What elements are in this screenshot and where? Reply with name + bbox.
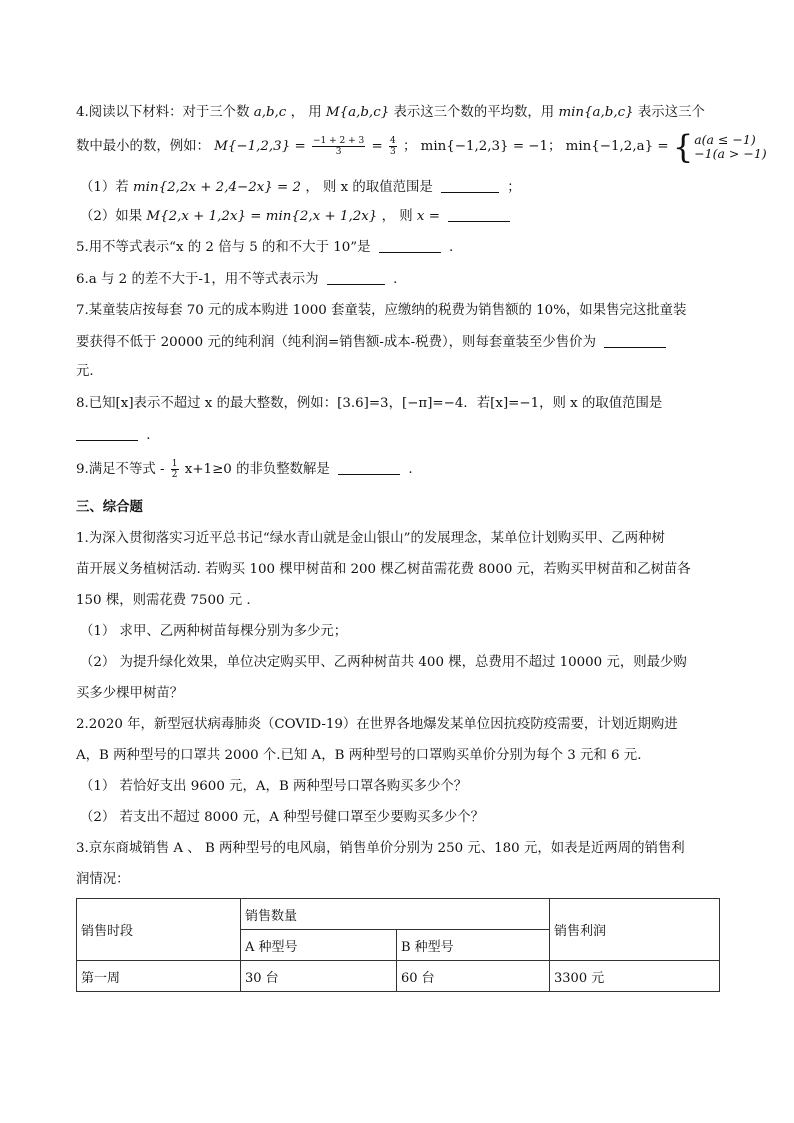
left-brace-icon: { (672, 127, 694, 166)
q4-m-example: M{−1,2,3} = (214, 139, 306, 154)
c1-sub1: （1） 求甲、乙两种树苗每棵分别为多少元； (80, 624, 348, 639)
q4-fraction-1 (312, 136, 365, 157)
header-profit: 销售利润 (550, 899, 720, 961)
q8-line1: 8.已知[x]表示不超过 x 的最大整数，例如：[3.6]=3，[−π]=−4．若[x]=−1，则 x 的取值范围是 (76, 396, 663, 411)
c1-line2: 苗开展义务植树活动. 若购买 100 棵甲树苗和 200 棵乙树苗需花费 8000 元，若购买甲树苗和乙树苗各 (76, 562, 691, 577)
q9-suffix: x+1≥0 的非负整数解是 (184, 462, 330, 477)
q4-case-2: −1(a > −1) (694, 145, 767, 161)
fraction-numerator: −1 + 2 + 3 (312, 136, 365, 146)
q7-line2 (76, 333, 670, 352)
c2-line1: 2.2020 年，新型冠状病毒肺炎（COVID-19）在世界各地爆发某单位因抗疫防疫需要，计划近期购进 (76, 717, 678, 732)
q4-line2-text: 数中最小的数，例如： (76, 139, 210, 154)
q4-piecewise (672, 127, 767, 166)
fraction-denominator: 2 (171, 470, 178, 480)
header-quantity: 销售数量 (241, 899, 550, 930)
q9-end: . (408, 462, 413, 477)
q8-end: . (146, 428, 151, 443)
answer-blank[interactable] (338, 460, 400, 475)
q5 (76, 238, 453, 257)
q9-fraction (171, 459, 179, 480)
q4-text3: 表示这三个数的平均数，用 (393, 105, 555, 120)
c1-sub2-line2: 买多少棵甲树苗？ (76, 686, 184, 701)
answer-blank[interactable] (379, 238, 441, 253)
table-header-row (77, 899, 720, 930)
q7-line1: 7.某童装店按每套 70 元的成本购进 1000 套童装，应缴纳的税费为销售额的 10%，如果售完这批童装 (76, 303, 687, 318)
q4-sub2-mid: ， 则 (381, 209, 413, 224)
q4-sub1 (80, 178, 521, 197)
c2-line2: A，B 两种型号的口罩共 2000 个.已知 A，B 两种型号的口罩购买单价分别为每个 3 元和 6 元. (76, 748, 642, 763)
q4-text2: ， 用 (290, 105, 322, 120)
q9-prefix: 9.满足不等式 - (76, 462, 165, 477)
q4-min-example: ； min{−1,2,3} = −1； min{−1,2,a} = (402, 139, 669, 154)
answer-blank[interactable] (327, 270, 385, 285)
q4-eq: = (371, 139, 383, 154)
answer-blank[interactable] (448, 207, 510, 222)
q4-sub1-expr: min{2,2x + 2,4−2x} = 2 (132, 180, 302, 195)
q4-sub2 (80, 207, 514, 226)
q6-end: . (393, 272, 398, 287)
section-heading: 三、综合题 (76, 500, 143, 515)
q4-sub1-suffix: ， 则 x 的取值范围是 (305, 180, 433, 195)
q9 (76, 458, 413, 482)
q4-fraction-2 (389, 136, 397, 157)
q4-sub2-expr: M{2,x + 1,2x} = min{2,x + 1,2x} (146, 209, 378, 224)
c2-sub1: （1） 若恰好支出 9600 元，A，B 两种型号口罩各购买多少个？ (80, 779, 468, 794)
c1-line1: 1.为深入贯彻落实习近平总书记“绿水青山就是金山银山”的发展理念，某单位计划购买甲、乙两种树 (76, 531, 665, 546)
fraction-denominator: 3 (389, 147, 396, 157)
q4-minfunc: min{a,b,c} (558, 105, 634, 120)
q4-text4: 表示这三个 (637, 105, 705, 120)
answer-blank[interactable] (441, 178, 499, 193)
q4-mfunc: M{a,b,c} (325, 105, 390, 120)
fraction-denominator: 3 (335, 147, 342, 157)
header-type-b: B 种型号 (397, 930, 550, 961)
header-period: 销售时段 (77, 899, 241, 961)
q4-case-1: a(a ≤ −1) (694, 131, 756, 147)
cell-profit: 3300 元 (550, 961, 720, 992)
cell-type-b: 60 台 (397, 961, 550, 992)
q6-text: 6.a 与 2 的差不大于-1，用不等式表示为 (76, 272, 319, 287)
q8-line2 (76, 426, 151, 445)
cell-period: 第一周 (77, 961, 241, 992)
q4-line2 (76, 127, 767, 166)
fraction-numerator: 4 (389, 136, 396, 146)
q4-sub2-prefix: （2）如果 (80, 209, 143, 224)
c2-sub2: （2） 若支出不超过 8000 元，A 种型号健口罩至少要购买多少个？ (80, 810, 485, 825)
q4-sub1-prefix: （1）若 (80, 180, 129, 195)
q7-line3: 元. (76, 364, 94, 379)
sales-table (76, 898, 720, 992)
c1-line3: 150 棵，则需花费 7500 元 . (76, 593, 251, 608)
q4-vars: a,b,c (253, 105, 287, 120)
q4-sub1-end: ； (507, 180, 521, 195)
q5-end: . (449, 240, 454, 255)
table-row (77, 961, 720, 992)
cell-type-a: 30 台 (241, 961, 397, 992)
c3-line1: 3.京东商城销售 A 、 B 两种型号的电风扇，销售单价分别为 250 元、180 元，如表是近两周的销售利 (76, 841, 685, 856)
q4-sub2-x: x = (416, 209, 440, 224)
fraction-numerator: 1 (171, 459, 178, 469)
q6 (76, 270, 397, 289)
q4-line1 (76, 104, 705, 122)
c1-sub2-line1: （2） 为提升绿化效果，单位决定购买甲、乙两种树苗共 400 棵，总费用不超过 10000 元，则最少购 (80, 655, 687, 670)
q7-line2-text: 要获得不低于 20000 元的纯利润（纯利润=销售额-成本-税费），则每套童装至少售价为 (76, 335, 596, 350)
q5-text: 5.用不等式表示“x 的 2 倍与 5 的和不大于 10”是 (76, 240, 371, 255)
q4-cases (694, 133, 766, 161)
c3-line2: 润情况： (76, 872, 130, 887)
answer-blank[interactable] (76, 426, 138, 441)
header-type-a: A 种型号 (241, 930, 397, 961)
q4-text1: 4.阅读以下材料：对于三个数 (76, 105, 250, 120)
answer-blank[interactable] (604, 333, 666, 348)
